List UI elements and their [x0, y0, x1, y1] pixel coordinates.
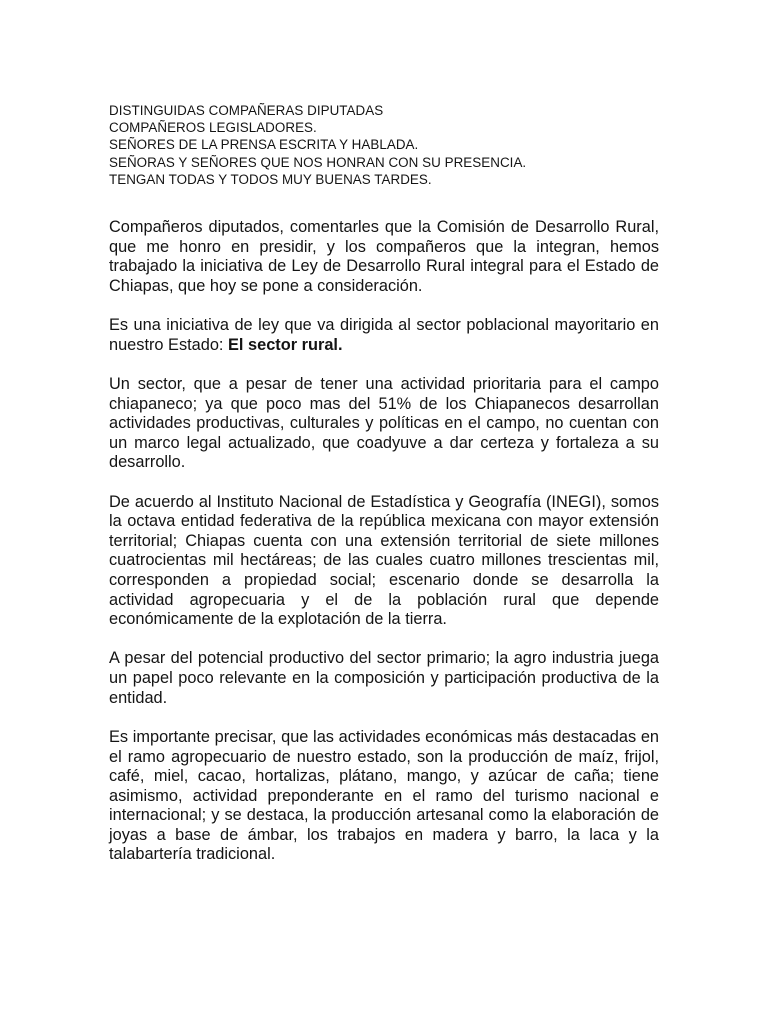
paragraph-commission: Compañeros diputados, comentarles que la Comisión de Desarrollo Rural, que me honro en presidir, y los compañeros que la integran, hemos trabajado la iniciativa de Ley de Desarrollo Rural integral para el Estado de Chiapas, que hoy se pone a consideración.	[109, 218, 659, 295]
paragraph-agroindustry: A pesar del potencial productivo del sector primario; la agro industria juega un papel poco relevante en la composición y participación productiva de la entidad.	[109, 649, 659, 707]
salutation-line: COMPAÑEROS LEGISLADORES.	[109, 120, 317, 136]
salutation-line: TENGAN TODAS Y TODOS MUY BUENAS TARDES.	[109, 171, 432, 187]
document-body	[109, 218, 659, 885]
salutation-line: SEÑORAS Y SEÑORES QUE NOS HONRAN CON SU PRESENCIA.	[109, 154, 527, 170]
paragraph-sector: Un sector, que a pesar de tener una actividad prioritaria para el campo chiapaneco; ya que poco mas del 51% de los Chiapanecos desarrollan actividades productivas, culturales y políticas en el campo, no cuentan con un marco legal actualizado, que coadyuve a dar certeza y fortaleza a su desarrollo.	[109, 374, 659, 472]
paragraph-inegi: De acuerdo al Instituto Nacional de Estadística y Geografía (INEGI), somos la octava entidad federativa de la república mexicana con mayor extensión territorial; Chiapas cuenta con una extensión territorial de siete millones cuatrocientas mil hectáreas; de las cuales cuatro millones trescientas mil, corresponden a propiedad social; escenario donde se desarrolla la actividad agropecuaria y el de la población rural que depende económicamente de la explotación de la tierra.	[109, 492, 659, 629]
salutation-line: SEÑORES DE LA PRENSA ESCRITA Y HABLADA.	[109, 137, 419, 153]
paragraph-initiative	[109, 316, 659, 355]
salutation-line: DISTINGUIDAS COMPAÑERAS DIPUTADAS	[109, 103, 384, 118]
paragraph-initiative-emphasis: El sector rural.	[228, 335, 343, 354]
salutation-block	[109, 102, 669, 188]
paragraph-economic-activities: Es importante precisar, que las actividades económicas más destacadas en el ramo agropecuario de nuestro estado, son la producción de maíz, frijol, café, miel, cacao, hortalizas, plátano, mango, y azúcar de caña; tiene asimismo, actividad preponderante en el ramo del turismo nacional e internacional; y se destaca, la producción artesanal como la elaboración de joyas a base de ámbar, los trabajos en madera y barro, la laca y la talabartería tradicional.	[109, 727, 659, 864]
paragraph-initiative-text: Es una iniciativa de ley que va dirigida al sector poblacional mayoritario en nuestro Estado:	[109, 316, 659, 354]
